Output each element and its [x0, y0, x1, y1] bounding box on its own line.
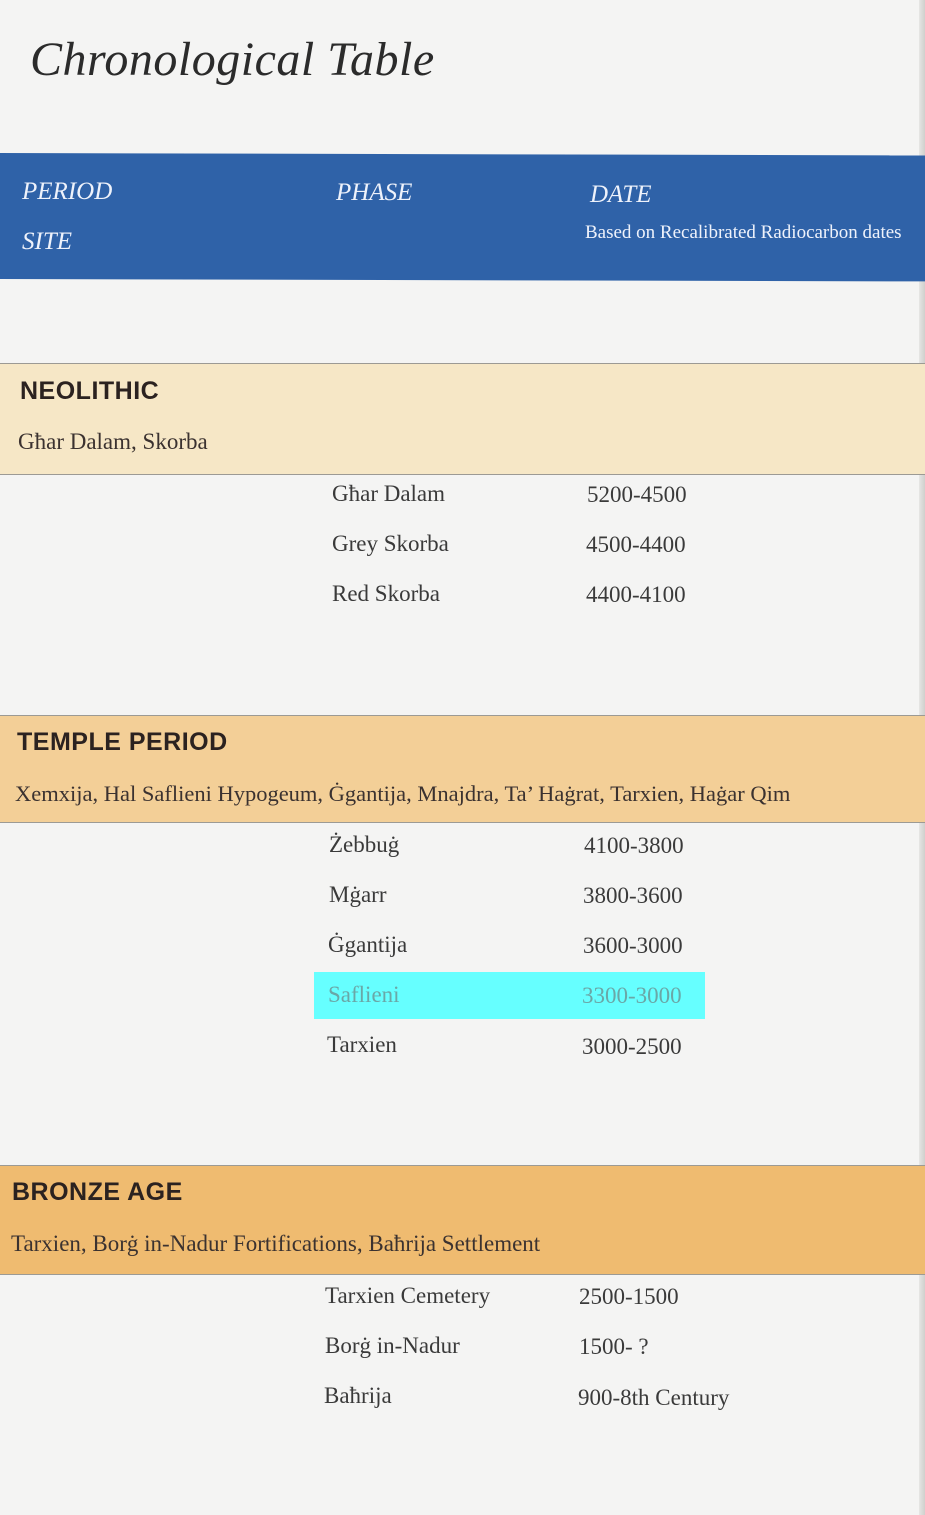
phase-date: 3300-3000 — [582, 983, 682, 1008]
phase-date: 4500-4400 — [586, 532, 686, 557]
period-sites: Għar Dalam, Skorba — [18, 429, 208, 454]
period-name: BRONZE AGE — [12, 1178, 183, 1206]
phase-date: 900-8th Century — [578, 1385, 730, 1410]
phase-name: Red Skorba — [332, 581, 440, 606]
phase-name: Għar Dalam — [332, 481, 446, 506]
header-period: PERIOD — [22, 178, 113, 205]
header-phase: PHASE — [336, 179, 413, 206]
page-title: Chronological Table — [30, 33, 435, 86]
phase-date: 3000-2500 — [582, 1034, 682, 1059]
phase-name: Borġ in-Nadur — [325, 1333, 460, 1358]
phase-name: Saflieni — [328, 982, 400, 1007]
header-date-note: Based on Recalibrated Radiocarbon dates — [585, 222, 902, 243]
phase-name: Baħrija — [324, 1383, 392, 1408]
header-site: SITE — [22, 228, 72, 255]
phase-date: 1500- ? — [579, 1334, 649, 1359]
phase-date: 3800-3600 — [583, 883, 683, 908]
phase-date: 4100-3800 — [584, 833, 684, 858]
phase-name: Żebbuġ — [329, 832, 400, 857]
period-sites: Xemxija, Hal Saflieni Hypogeum, Ġgantija, Mnajdra, Ta’ Haġrat, Tarxien, Haġar Qim — [15, 781, 791, 806]
phase-date: 4400-4100 — [586, 582, 686, 607]
phase-name: Mġarr — [329, 882, 387, 907]
phase-date: 5200-4500 — [587, 482, 687, 507]
phase-date: 3600-3000 — [583, 933, 683, 958]
period-sites: Tarxien, Borġ in-Nadur Fortifications, Baħrija Settlement — [11, 1231, 541, 1256]
phase-date: 2500-1500 — [579, 1284, 679, 1309]
period-name: NEOLITHIC — [20, 377, 160, 405]
phase-name: Ġgantija — [328, 932, 408, 957]
header-date: DATE — [590, 181, 652, 208]
table-header-band — [0, 153, 925, 281]
phase-name: Grey Skorba — [332, 531, 449, 556]
period-name: TEMPLE PERIOD — [17, 728, 228, 756]
phase-name: Tarxien Cemetery — [325, 1283, 491, 1308]
phase-name: Tarxien — [327, 1032, 397, 1057]
